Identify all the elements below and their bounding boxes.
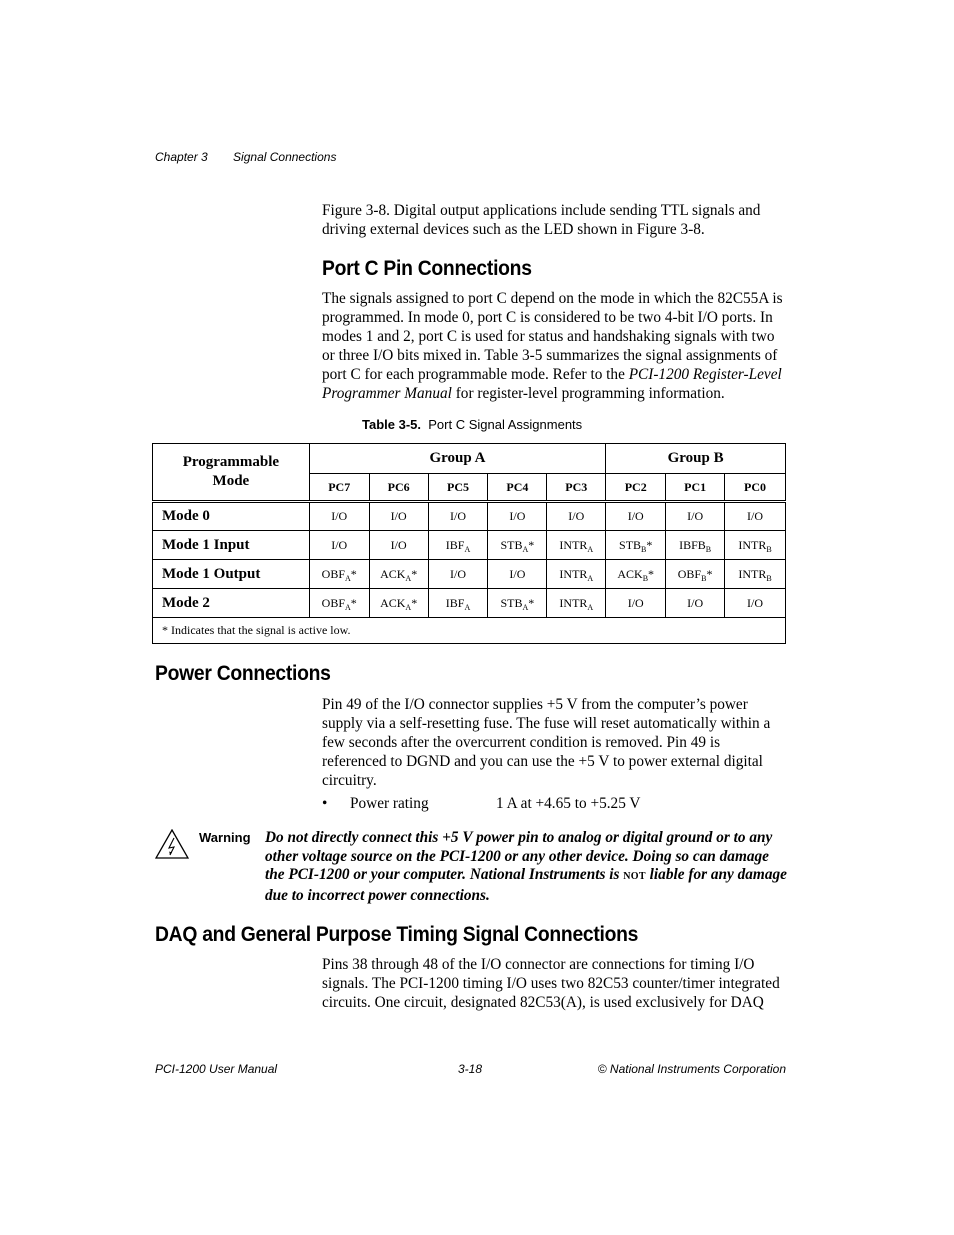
signal-name: I/O xyxy=(747,509,764,523)
signal-group-subscript: A xyxy=(345,602,351,612)
running-header xyxy=(155,150,336,164)
signal-group-subscript: B xyxy=(641,544,647,554)
signal-cell xyxy=(309,589,369,618)
signal-cell xyxy=(428,560,488,589)
active-low-marker: * xyxy=(411,566,418,581)
table-footnote: * Indicates that the signal is active low. xyxy=(153,618,786,644)
signal-group-subscript: A xyxy=(522,544,529,554)
footer-manual-title: PCI-1200 User Manual xyxy=(155,1062,278,1076)
signal-name: IBF xyxy=(445,595,465,610)
signal-name: ACK xyxy=(380,566,406,581)
footer-copyright: © National Instruments Corporation xyxy=(597,1062,786,1076)
signal-group-subscript: B xyxy=(766,573,772,583)
signal-group-subscript: B xyxy=(766,544,772,554)
signal-name: I/O xyxy=(390,509,407,523)
table-row xyxy=(153,589,786,618)
signal-cell xyxy=(369,531,428,560)
mode-label: Mode 0 xyxy=(153,502,310,531)
signal-name: I/O xyxy=(450,509,466,523)
group-a-header: Group A xyxy=(309,444,605,474)
signal-name: I/O xyxy=(450,566,466,581)
signal-group-subscript: B xyxy=(705,544,712,554)
mode-label: Mode 1 Output xyxy=(153,560,310,589)
signal-group-subscript: A xyxy=(522,602,529,612)
signal-cell xyxy=(606,560,666,589)
warning-text-after: liable for any damage due to incorrect power connections. xyxy=(265,866,787,905)
port-c-text-after: for register-level programming information. xyxy=(451,385,725,402)
signal-cell xyxy=(309,531,369,560)
signal-cell xyxy=(725,589,786,618)
bullet-symbol: • xyxy=(322,795,328,812)
signal-name: IBFB xyxy=(679,537,706,552)
footer-page-number: 3-18 xyxy=(458,1062,483,1076)
power-heading: Power Connections xyxy=(155,662,331,685)
signal-name: I/O xyxy=(687,509,704,523)
column-header: PC0 xyxy=(725,474,786,502)
table-caption-label: Table 3-5. xyxy=(362,417,422,432)
signal-name: OBF xyxy=(321,566,345,581)
signal-group-subscript: A xyxy=(587,573,594,583)
signal-name: INTR xyxy=(559,537,588,552)
column-header: PC7 xyxy=(309,474,369,502)
column-header: PC1 xyxy=(666,474,725,502)
signal-name: I/O xyxy=(390,537,407,552)
signal-cell xyxy=(488,589,547,618)
signal-group-subscript: B xyxy=(701,573,707,583)
signal-cell xyxy=(428,589,488,618)
signal-cell xyxy=(369,560,428,589)
signal-name: I/O xyxy=(627,595,644,610)
port-c-heading-wrap xyxy=(322,257,550,281)
active-low-marker: * xyxy=(411,595,418,610)
signal-name: ACK xyxy=(380,595,406,610)
signal-cell xyxy=(488,502,547,531)
signal-name: INTR xyxy=(559,566,588,581)
signal-cell xyxy=(488,531,547,560)
signal-name: I/O xyxy=(331,509,348,523)
mode-label: Mode 1 Input xyxy=(153,531,310,560)
corner-header-line-2: Mode xyxy=(212,473,250,489)
table-row xyxy=(153,502,786,531)
active-low-marker: * xyxy=(350,595,357,610)
signal-cell xyxy=(428,502,488,531)
table-caption-text: Port C Signal Assignments xyxy=(428,417,583,432)
column-header: PC5 xyxy=(428,474,488,502)
signal-name: STB xyxy=(500,537,523,552)
signal-group-subscript: A xyxy=(405,602,412,612)
signal-name: I/O xyxy=(687,595,704,610)
port-c-signal-table xyxy=(152,443,786,644)
corner-header-line-1: Programmable xyxy=(182,454,280,470)
signal-cell xyxy=(369,589,428,618)
table-caption xyxy=(362,417,582,432)
warning-text xyxy=(265,829,789,906)
column-header: PC6 xyxy=(369,474,428,502)
signal-name: IBF xyxy=(445,537,465,552)
signal-cell xyxy=(606,589,666,618)
port-c-paragraph xyxy=(322,289,786,403)
signal-cell xyxy=(725,531,786,560)
port-c-heading: Port C Pin Connections xyxy=(322,257,532,280)
power-rating-label: Power rating xyxy=(350,795,429,812)
signal-cell xyxy=(547,560,606,589)
column-header: PC4 xyxy=(488,474,547,502)
signal-name: I/O xyxy=(509,509,526,523)
active-low-marker: * xyxy=(528,595,535,610)
programmable-mode-header xyxy=(153,444,310,502)
signal-cell xyxy=(309,502,369,531)
signal-name: I/O xyxy=(331,537,348,552)
signal-cell xyxy=(725,560,786,589)
signal-name: I/O xyxy=(627,509,644,523)
table-row xyxy=(153,531,786,560)
warning-icon xyxy=(155,829,189,864)
signal-group-subscript: B xyxy=(642,573,649,583)
daq-heading: DAQ and General Purpose Timing Signal Connections xyxy=(155,923,639,946)
signal-group-subscript: A xyxy=(345,573,351,583)
signal-cell xyxy=(309,560,369,589)
signal-cell xyxy=(488,560,547,589)
signal-group-subscript: A xyxy=(405,573,412,583)
active-low-marker: * xyxy=(706,566,713,581)
active-low-marker: * xyxy=(648,566,655,581)
column-header: PC2 xyxy=(606,474,666,502)
active-low-marker: * xyxy=(350,566,357,581)
signal-group-subscript: A xyxy=(464,602,471,612)
signal-cell xyxy=(606,502,666,531)
signal-cell xyxy=(666,589,725,618)
signal-name: STB xyxy=(619,537,642,552)
signal-cell xyxy=(547,502,606,531)
signal-name: OBF xyxy=(321,595,345,610)
signal-group-subscript: A xyxy=(587,602,594,612)
signal-group-subscript: A xyxy=(464,544,471,554)
signal-cell xyxy=(725,502,786,531)
active-low-marker: * xyxy=(528,537,535,552)
signal-cell xyxy=(666,560,725,589)
power-heading-wrap xyxy=(155,662,346,686)
group-b-header: Group B xyxy=(606,444,786,474)
signal-group-subscript: A xyxy=(587,544,594,554)
signal-name: INTR xyxy=(559,595,588,610)
signal-name: STB xyxy=(500,595,523,610)
signal-name: I/O xyxy=(568,509,585,523)
signal-cell xyxy=(547,589,606,618)
signal-cell xyxy=(428,531,488,560)
chapter-label: Chapter 3 xyxy=(155,150,208,164)
intro-paragraph: Figure 3-8. Digital output applications include sending TTL signals and driving external devices such as the LED shown in Figure 3-8. xyxy=(322,202,761,238)
port-c-text-before: The signals assigned to port C depend on the mode in which the 82C55A is programmed. In mode 0, port C is considered to be two 4-bit I/O ports. In modes 1 and 2, port C is used for status and handshaking signals with two or three I/O bits mixed in. Table 3-5 summarizes the signal assignments of port C for each programmable mode. Refer to the xyxy=(322,290,783,383)
signal-cell xyxy=(547,531,606,560)
manual-title: PCI-1200 Register-Level Programmer Manual xyxy=(322,366,782,402)
section-label: Signal Connections xyxy=(233,150,337,164)
table-body xyxy=(153,502,786,644)
daq-heading-wrap xyxy=(155,923,680,947)
active-low-marker: * xyxy=(646,537,653,552)
signal-name: INTR xyxy=(738,566,767,581)
signal-name: INTR xyxy=(738,537,767,552)
signal-cell xyxy=(666,531,725,560)
daq-paragraph: Pins 38 through 48 of the I/O connector are connections for timing I/O signals. The PCI-1200 timing I/O uses two 82C53 counter/timer integrated circuits. One circuit, designated 82C53(A), is used exclusively for DAQ xyxy=(322,956,780,1011)
table-row xyxy=(153,560,786,589)
signal-name: OBF xyxy=(677,566,702,581)
signal-cell xyxy=(369,502,428,531)
column-header: PC3 xyxy=(547,474,606,502)
table-footnote-row xyxy=(153,618,786,644)
warning-text-before: Do not directly connect this +5 V power pin to analog or digital ground or to any other voltage source on the PCI-1200 or any other device. Doing so can damage the PCI-1200 or your computer. National Instruments is xyxy=(265,829,773,884)
mode-label: Mode 2 xyxy=(153,589,310,618)
signal-name: I/O xyxy=(509,566,526,581)
power-paragraph: Pin 49 of the I/O connector supplies +5 V from the computer’s power supply via a self-resetting fuse. The fuse will reset automatically within a few seconds after the overcurrent condition is removed. Pin 49 is referenced to DGND and you can use the +5 V to power external digital circuitry. xyxy=(322,696,771,789)
power-rating-value: 1 A at +4.65 to +5.25 V xyxy=(496,795,641,812)
power-rating-bullet xyxy=(322,795,640,813)
signal-name: ACK xyxy=(617,566,643,581)
warning-label: Warning xyxy=(199,830,251,845)
signal-cell xyxy=(666,502,725,531)
warning-small-caps: NOT xyxy=(623,871,646,883)
signal-cell xyxy=(606,531,666,560)
signal-name: I/O xyxy=(747,595,764,610)
